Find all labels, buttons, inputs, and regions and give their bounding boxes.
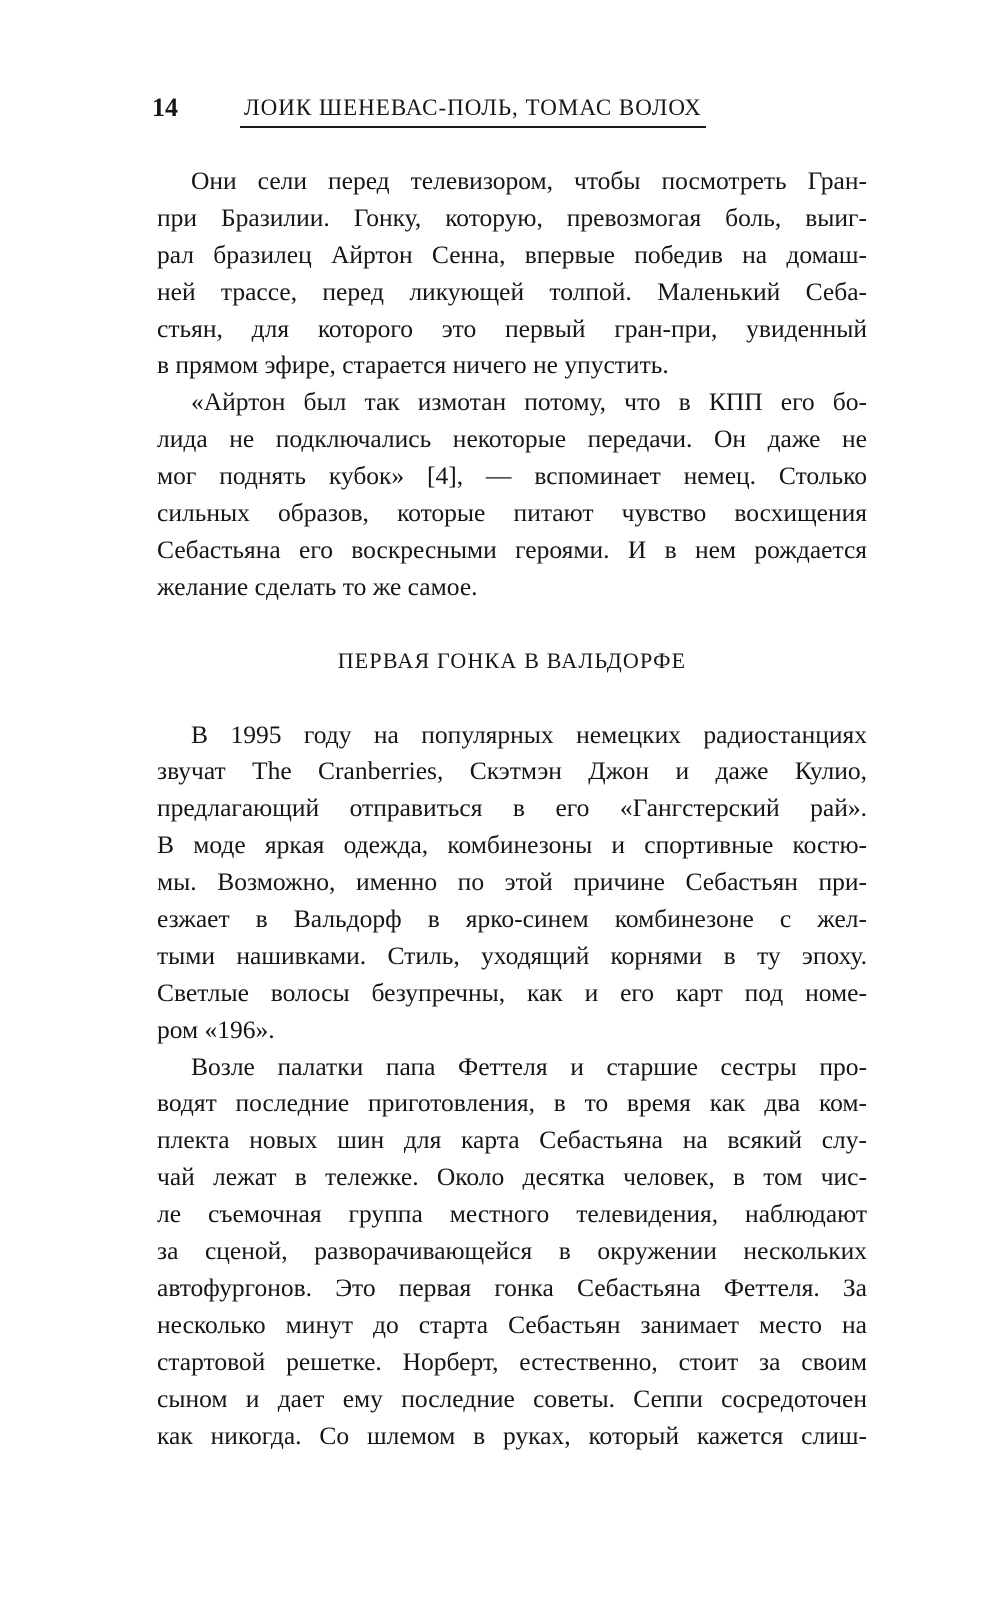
text-line: ле съемочная группа местного телевидения, наблюдают (157, 1199, 867, 1229)
text-line: Светлые волосы безупречны, как и его карт под номе- (157, 977, 867, 1007)
text-line: автофургонов. Это первая гонка Себастьяна Феттеля. За (157, 1272, 867, 1302)
text-line: чай лежат в тележке. Около десятка человек, в том чис- (157, 1162, 867, 1192)
running-head-authors: ЛОИК ШЕНЕВАС-ПОЛЬ, ТОМАС ВОЛОХ (244, 95, 702, 120)
text-line: стартовой решетке. Норберт, естественно, стоит за своим (157, 1346, 867, 1376)
text-line: «Айртон был так измотан потому, что в КПП его бо- (191, 387, 867, 417)
text-line: водят последние приготовления, в то время как два ком- (157, 1088, 867, 1118)
text-line: Возле палатки папа Феттеля и старшие сестры про- (191, 1051, 867, 1081)
text-line: мог поднять кубок» [4], — вспоминает немец. Столько (157, 461, 867, 491)
text-line: несколько минут до старта Себастьян занимает место на (157, 1309, 867, 1339)
text-line: лида не подключались некоторые передачи. Он даже не (157, 424, 867, 454)
text-line: стьян, для которого это первый гран-при, увиденный (157, 313, 867, 343)
text-line: сильных образов, которые питают чувство восхищения (157, 498, 867, 528)
header-rule (240, 126, 706, 128)
text-line: предлагающий отправиться в его «Гангстерский рай». (157, 793, 867, 823)
text-line: рал бразилец Айртон Сенна, впервые победив на домаш- (157, 239, 867, 269)
text-line: Они сели перед телевизором, чтобы посмотреть Гран- (191, 166, 867, 195)
text-line: мы. Возможно, именно по этой причине Себастьян при- (157, 867, 867, 897)
running-head (152, 92, 712, 128)
text-line: Себастьяна его воскресными героями. И в нем рождается (157, 534, 867, 564)
text-line: езжает в Вальдорф в ярко-синем комбинезоне с жел- (157, 904, 867, 934)
text-line: В моде яркая одежда, комбинезоны и спортивные костю- (157, 830, 867, 860)
text-line: плекта новых шин для карта Себастьяна на всякий слу- (157, 1125, 867, 1155)
text-line: в прямом эфире, старается ничего не упустить. (157, 350, 669, 380)
text-line: при Бразилии. Гонку, которую, превозмогая боль, выиг- (157, 202, 867, 232)
text-line: звучат The Cranberries, Скэтмэн Джон и даже Кулио, (157, 756, 867, 786)
page-number: 14 (152, 93, 178, 122)
paragraph (157, 1049, 867, 1455)
text-line: сыном и дает ему последние советы. Сеппи сосредоточен (157, 1383, 867, 1413)
section-heading: ПЕРВАЯ ГОНКА В ВАЛЬДОРФЕ (337, 647, 687, 673)
text-line: ней трассе, перед ликующей толпой. Маленький Себа- (157, 276, 867, 306)
paragraph (157, 163, 867, 384)
paragraph (157, 384, 867, 605)
text-line: за сценой, разворачивающейся в окружении нескольких (157, 1236, 867, 1266)
paragraph (157, 717, 867, 1049)
text-line: желание сделать то же самое. (157, 571, 478, 601)
text-line: как никогда. Со шлемом в руках, который кажется слиш- (157, 1420, 867, 1450)
text-line: тыми нашивками. Стиль, уходящий корнями в ту эпоху. (157, 940, 867, 970)
text-line: ром «196». (157, 1014, 275, 1044)
body-text (157, 163, 867, 1454)
text-line: В 1995 году на популярных немецких радиостанциях (191, 719, 867, 749)
